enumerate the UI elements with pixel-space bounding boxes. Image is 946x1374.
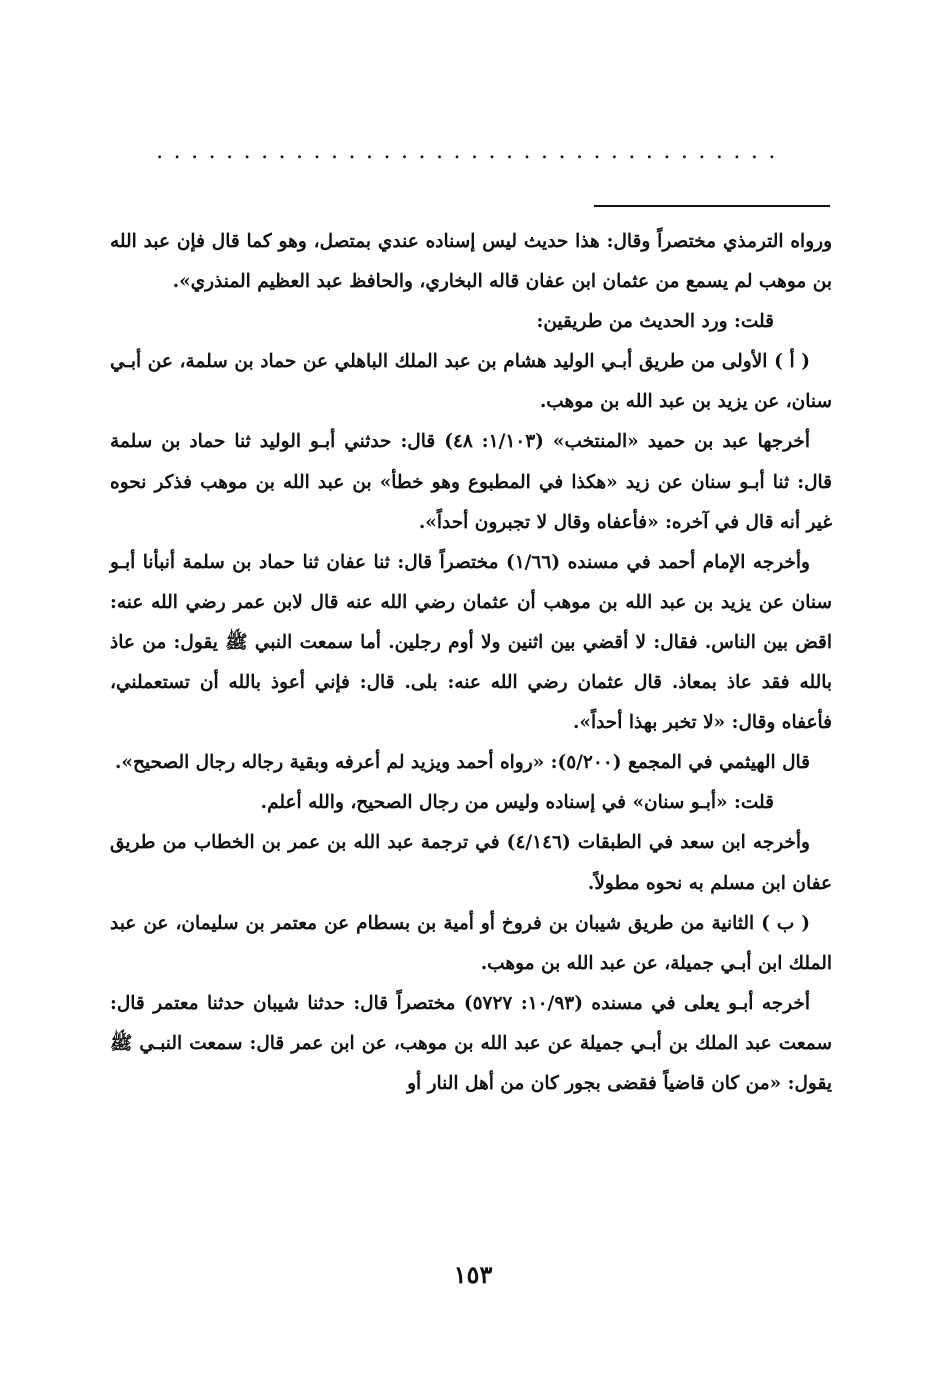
paragraph-haythami: قال الهيثمي في المجمع (٥/٢٠٠): «رواه أحمد ويزيد لم أعرفه وبقية رجاله رجال الصحيح». (114, 752, 810, 774)
paragraph-route-a: ( أ ) الأولى من طريق أبـي الوليد هشام بن عبد الملك الباهلي عن حماد بن سلمة، عن أبـي سنان، عن يزيد بن عبد الله بن موهب. (110, 351, 832, 413)
paragraph-two-routes: قلت: ورد الحديث من طريقين: (536, 311, 774, 333)
page-number: ١٥٣ (453, 1260, 493, 1289)
paragraph-abd-ibn-humaid: أخرجها عبد بن حميد «المنتخب» (١/١٠٣: ٤٨) قال: حدثني أبـو الوليد ثنا حماد بن سلمة قال: ثنا أبـو سنان عن زيد «هكذا في المطبوع وهو خطأ» بن عبد الله بن موهب فذكر نحوه غير أنه قال في آخره: «فأعفاه وقال لا تجبرون أحداً». (110, 431, 832, 533)
top-dotted-separator: .................................... (156, 140, 786, 164)
paragraph-ibn-saad: وأخرجه ابن سعد في الطبقات (٤/١٤٦) في ترجمة عبد الله بن عمر بن الخطاب من طريق عفان ابن مسلم به نحوه مطولاً. (110, 832, 832, 894)
paragraph-abu-yala: أخرجه أبـو يعلى في مسنده (١٠/٩٣: ٥٧٢٧) مختصراً قال: حدثنا شيبان حدثنا معتمر قال: سمعت عبد الملك بن أبـي جميلة عن عبد الله بن موهب، عن ابن عمر قال: سمعت النبـي ﷺ يقول: «من كان قاضياً فقضى بجور كان من أهل النار أو (110, 992, 832, 1094)
paragraph-tirmidhi: ورواه الترمذي مختصراً وقال: هذا حديث ليس إسناده عندي بمتصل، وهو كما قال فإن عبد الله بن موهب لم يسمع من عثمان ابن عفان قاله البخاري، والحافظ عبد العظيم المنذري». (110, 231, 832, 293)
paragraph-ahmad: وأخرجه الإمام أحمد في مسنده (١/٦٦) مختصراً قال: ثنا عفان ثنا حماد بن سلمة أنبأنا أبـو سنان عن يزيد بن عبد الله بن موهب أن عثمان رضي الله عنه قال لابن عمر رضي الله عنه: اقض بين الناس. فقال: لا أقضي بين اثنين ولا أوم رجلين. أما سمعت النبي ﷺ يقول: من عاذ بالله فقد عاذ بمعاذ. قال عثمان رضي الله عنه: بلى. قال: فإني أعوذ بالله أن تستعملني، فأعفاه وقال: «لا تخبر بهذا أحداً». (110, 551, 832, 734)
paragraph-route-b: ( ب ) الثانية من طريق شيبان بن فروخ أو أمية بن بسطام عن معتمر بن سليمان، عن عبد الملك ابن أبـي جميلة، عن عبد الله بن موهب. (110, 912, 832, 974)
main-text (110, 222, 832, 1104)
paragraph-abu-sinan-note: قلت: «أبـو سنان» في إسناده وليس من رجال الصحيح، والله أعلم. (260, 792, 774, 814)
footnote-rule (594, 205, 830, 207)
